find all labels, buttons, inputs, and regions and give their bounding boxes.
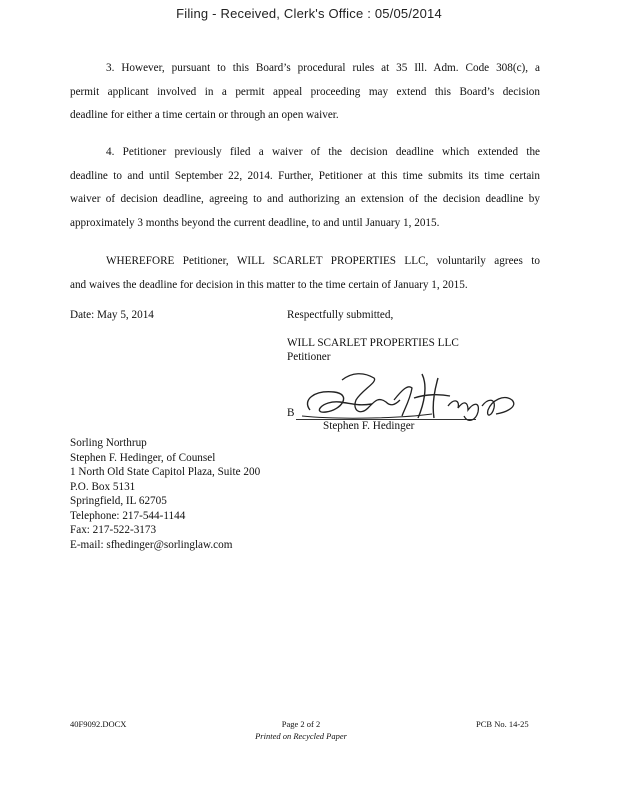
date-line: Date: May 5, 2014 bbox=[70, 309, 154, 321]
wherefore-line-2: and waives the deadline for decision in this matter to the time certain of January 1, 2015. bbox=[70, 278, 468, 291]
counsel-po-box: P.O. Box 5131 bbox=[70, 480, 136, 493]
counsel-attorney: Stephen F. Hedinger, of Counsel bbox=[70, 451, 216, 464]
footer-case-number: PCB No. 14-25 bbox=[476, 719, 529, 729]
counsel-firm: Sorling Northrup bbox=[70, 437, 147, 449]
paragraph-3-line-1: 3. However, pursuant to this Board’s procedural rules at 35 Ill. Adm. Code 308(c), a bbox=[106, 62, 540, 74]
paragraph-3-line-3: deadline for either a time certain or through an open waiver. bbox=[70, 109, 339, 121]
footer-recycled-note: Printed on Recycled Paper bbox=[255, 731, 347, 741]
paragraph-3-line-2: permit applicant involved in a permit appeal proceeding may extend this Board’s decision bbox=[70, 85, 540, 98]
signer-name: Stephen F. Hedinger bbox=[323, 420, 415, 432]
paragraph-4-line-4: approximately 3 months beyond the current deadline, to and until January 1, 2015. bbox=[70, 216, 440, 229]
counsel-block bbox=[70, 436, 260, 552]
counsel-email: E-mail: sfhedinger@sorlinglaw.com bbox=[70, 538, 233, 551]
handwritten-signature bbox=[282, 360, 522, 430]
party-name: WILL SCARLET PROPERTIES LLC bbox=[287, 337, 459, 349]
footer-page-number: Page 2 of 2 bbox=[281, 719, 321, 729]
paragraph-4-line-2: deadline to and until September 22, 2014. Further, Petitioner at this time submits its time certain bbox=[70, 169, 540, 182]
by-label: B bbox=[287, 407, 295, 419]
wherefore-paragraph bbox=[70, 250, 540, 297]
counsel-fax: Fax: 217-522-3173 bbox=[70, 524, 157, 536]
counsel-address: 1 North Old State Capitol Plaza, Suite 200 bbox=[70, 466, 261, 478]
party-role: Petitioner bbox=[287, 351, 331, 363]
wherefore-line-1: WHEREFORE Petitioner, WILL SCARLET PROPERTIES LLC, voluntarily agrees to bbox=[106, 255, 540, 267]
paragraph-3 bbox=[70, 57, 540, 128]
paragraph-4 bbox=[70, 141, 540, 235]
paragraph-4-line-3: waiver of decision deadline, agreeing to and authorizing an extension of the decision deadline by bbox=[70, 193, 540, 205]
footer-doc-id: 40F9092.DOCX bbox=[70, 719, 127, 729]
counsel-city: Springfield, IL 62705 bbox=[70, 495, 167, 507]
paragraph-4-line-1: 4. Petitioner previously filed a waiver of the decision deadline which extended the bbox=[106, 146, 540, 158]
closing-text: Respectfully submitted, bbox=[287, 309, 394, 321]
filing-stamp: Filing - Received, Clerk's Office : 05/05/2014 bbox=[176, 6, 442, 21]
counsel-telephone: Telephone: 217-544-1144 bbox=[70, 509, 186, 522]
